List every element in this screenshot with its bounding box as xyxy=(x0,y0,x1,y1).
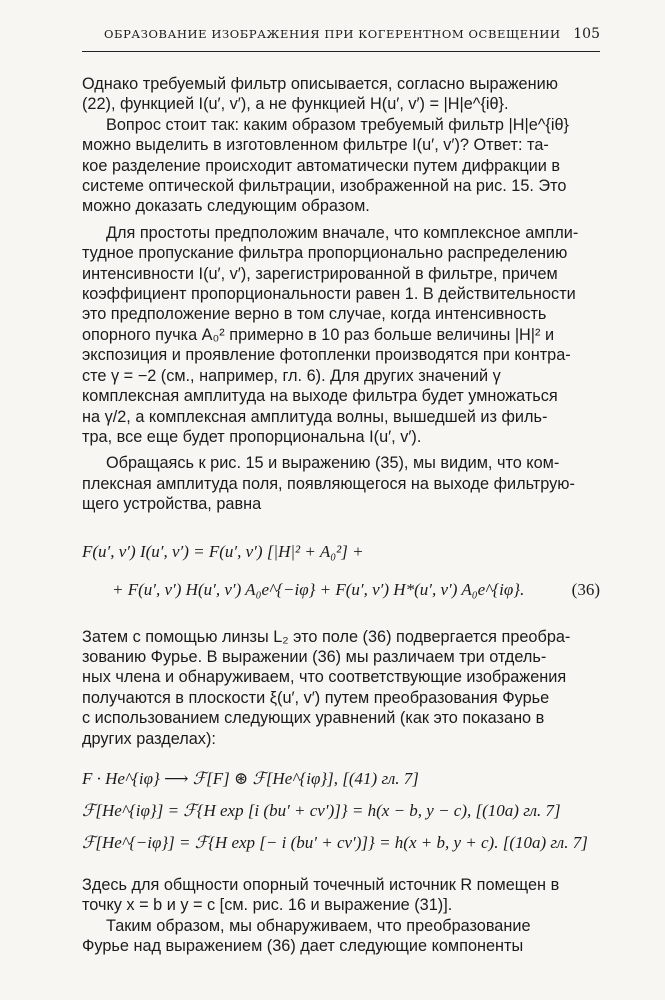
running-title: ОБРАЗОВАНИЕ ИЗОБРАЖЕНИЯ ПРИ КОГЕРЕНТНОМ ОСВЕЩЕНИИ xyxy=(104,27,561,41)
text-line: можно доказать следующим образом. xyxy=(82,197,370,216)
running-header xyxy=(82,26,600,52)
equation-36-line-1: F(u′, v′) I(u′, v′) = F(u′, v′) [|H|² + A₀²] + xyxy=(82,541,364,561)
text-line: Для простоты предположим вначале, что комплексное ампли- xyxy=(106,223,579,242)
equation-36 xyxy=(82,533,600,609)
equation-36-line-2 xyxy=(82,571,600,609)
text-line: кое разделение происходит автоматически путем дифракции в xyxy=(82,156,561,175)
text-line: точку x = b и y = c [см. рис. 16 и выражение (31)]. xyxy=(82,896,453,915)
book-page xyxy=(82,26,600,957)
text-line: комплексная амплитуда на выходе фильтра будет умножаться xyxy=(82,387,558,406)
text-line: коэффициент пропорциональности равен 1. В действительности xyxy=(82,285,576,304)
page-body xyxy=(82,74,600,957)
text-line: Однако требуемый фильтр описывается, согласно выражению xyxy=(82,75,558,93)
fourier-equation-2: ℱ[He^{iφ}] = ℱ{H exp [i (bu′ + cv′)]} = h(x − b, y − c), [(10а) гл. 7] xyxy=(82,800,561,820)
fourier-equation-1: F · He^{iφ} ⟶ ℱ[F] ⊛ ℱ[He^{iφ}], [(41) гл. 7] xyxy=(82,768,419,788)
text-line: тра, все еще будет пропорциональна I(u′, v′). xyxy=(82,427,422,446)
text-line: с использованием следующих уравнений (как это показано в xyxy=(82,709,545,728)
text-line: тудное пропускание фильтра пропорционально распределению xyxy=(82,244,568,263)
text-line: Обращаясь к рис. 15 и выражению (35), мы видим, что ком- xyxy=(106,454,560,473)
fourier-equations xyxy=(82,763,600,859)
text-line: ных члена и обнаруживаем, что соответствующие изображения xyxy=(82,668,567,687)
text-line: опорного пучка A₀² примерно в 10 раз больше величины |H|² и xyxy=(82,325,555,344)
page-number: 105 xyxy=(573,26,600,42)
paragraph-7 xyxy=(82,916,600,957)
text-line: сте γ = −2 (см., например, гл. 6). Для других значений γ xyxy=(82,366,501,385)
text-line: Таким образом, мы обнаруживаем, что преобразование xyxy=(106,916,531,935)
text-line: это предположение верно в том случае, когда интенсивность xyxy=(82,305,547,324)
text-line: щего устройства, равна xyxy=(82,495,262,514)
text-line: системе оптической фильтрации, изображенной на рис. 15. Это xyxy=(82,177,567,196)
paragraph-3 xyxy=(82,223,600,447)
paragraph-6 xyxy=(82,875,600,916)
paragraph-2 xyxy=(82,115,600,217)
paragraph-4 xyxy=(82,453,600,514)
fourier-equation-3: ℱ[He^{−iφ}] = ℱ{H exp [− i (bu′ + cv′)]} = h(x + b, y + c). [(10а) гл. 7] xyxy=(82,832,588,852)
text-line: экспозиция и проявление фотопленки производятся при контра- xyxy=(82,346,571,365)
text-line: Вопрос стоит так: каким образом требуемый фильтр |H|e^{iθ} xyxy=(106,115,569,134)
text-line: Здесь для общности опорный точечный источник R помещен в xyxy=(82,875,560,894)
text-line: других разделах): xyxy=(82,729,216,748)
text-line: (22), функцией I(u′, v′), а не функцией H(u′, v′) = |H|e^{iθ}. xyxy=(82,95,509,114)
paragraph-5 xyxy=(82,627,600,749)
text-line: получаются в плоскости ξ(u′, v′) путем преобразования Фурье xyxy=(82,688,550,707)
text-line: зованию Фурье. В выражении (36) мы различаем три отдель- xyxy=(82,647,547,666)
equation-36-line-2-body: + F(u′, v′) H(u′, v′) A₀e^{−iφ} + F(u′, v′) H*(u′, v′) A₀e^{iφ}. xyxy=(112,579,525,599)
paragraph-1 xyxy=(82,74,600,115)
text-line: плексная амплитуда поля, появляющегося на выходе фильтрую- xyxy=(82,474,575,493)
equation-number: (36) xyxy=(571,579,600,599)
text-line: Фурье над выражением (36) дает следующие компоненты xyxy=(82,937,524,956)
text-line: интенсивности I(u′, v′), зарегистрированной в фильтре, причем xyxy=(82,264,558,283)
text-line: Затем с помощью линзы L₂ это поле (36) подвергается преобра- xyxy=(82,627,571,646)
text-line: на γ/2, а комплексная амплитуда волны, вышедшей из филь- xyxy=(82,407,548,426)
text-line: можно выделить в изготовленном фильтре I(u′, v′)? Ответ: та- xyxy=(82,136,549,155)
